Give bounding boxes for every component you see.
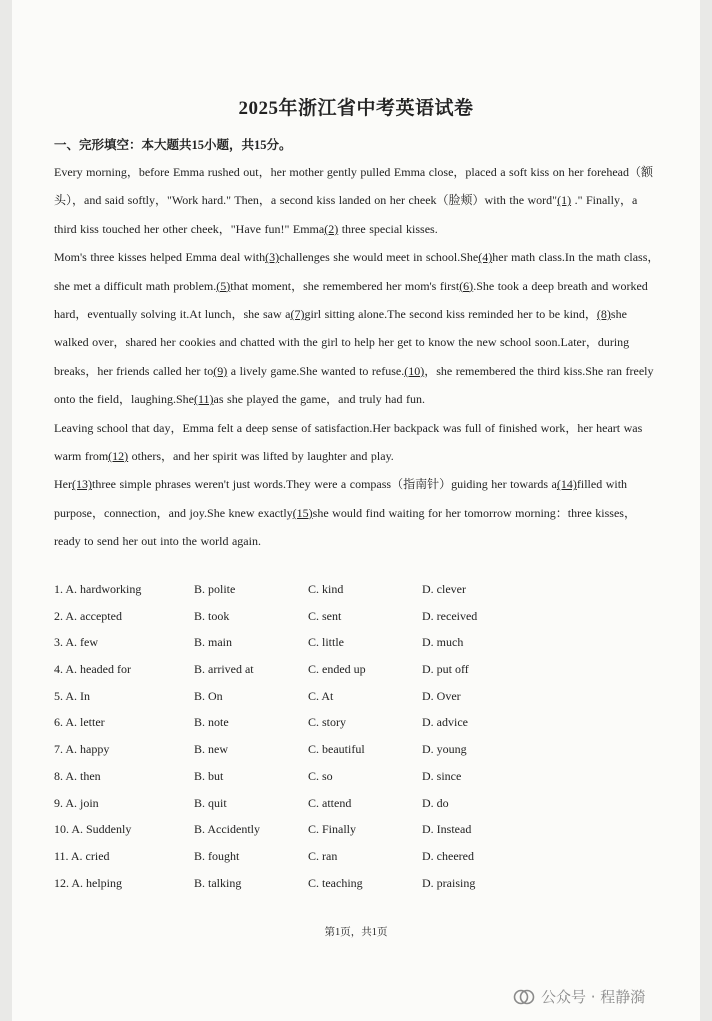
page-footer: 第1页，共1页 bbox=[324, 927, 388, 938]
question-options-row bbox=[54, 822, 660, 849]
question-options-row bbox=[54, 876, 660, 903]
blank-marker: (13) bbox=[72, 477, 92, 492]
blank-marker: (7) bbox=[290, 307, 305, 322]
option-d: D. much bbox=[422, 635, 464, 650]
passage-text: as she played the game，and truly had fun. bbox=[213, 392, 425, 407]
passage-paragraph bbox=[54, 158, 660, 243]
question-options-row bbox=[54, 742, 660, 769]
exam-page bbox=[12, 0, 700, 1021]
passage-text: Mom's three kisses helped Emma deal with bbox=[54, 250, 266, 265]
option-a: 12. A. helping bbox=[54, 875, 122, 890]
option-d: D. praising bbox=[422, 875, 476, 890]
option-d: D. cheered bbox=[422, 848, 474, 863]
section-heading: 一、完形填空：本大题共15小题，共15分。 bbox=[54, 138, 292, 152]
question-options-row bbox=[54, 769, 660, 796]
passage-text: she walked over，shared her cookies and chatted with the girl to help her get to know the new school soon.Later，during breaks，her friends called her to bbox=[54, 307, 630, 378]
blank-marker: (14) bbox=[556, 477, 577, 492]
passage-text: girl sitting alone.The second kiss reminded her to be kind， bbox=[304, 307, 597, 322]
option-a: 10. A. Suddenly bbox=[54, 822, 132, 837]
option-a: 7. A. happy bbox=[54, 742, 110, 757]
passage-text: that moment，she remembered her mom's first bbox=[230, 278, 460, 293]
option-d: D. received bbox=[422, 608, 478, 623]
option-a: 6. A. letter bbox=[54, 715, 105, 730]
option-c: C. little bbox=[308, 635, 344, 650]
passage-text: others，and her spirit was lifted by laughter and play. bbox=[128, 449, 394, 464]
option-b: B. arrived at bbox=[194, 662, 254, 677]
watermark bbox=[513, 986, 645, 1007]
question-options-row bbox=[54, 662, 660, 689]
option-b: B. but bbox=[194, 768, 224, 783]
passage-text: three simple phrases weren't just words.They were a compass（指南针）guiding her towards a bbox=[92, 477, 557, 492]
option-d: D. since bbox=[422, 768, 462, 783]
question-options-row bbox=[54, 609, 660, 636]
blank-marker: (11) bbox=[193, 392, 214, 407]
passage-text: .She took a deep breath and worked hard，eventually solving it.At lunch，she saw a bbox=[54, 278, 648, 322]
passage-text: her math class.In the math class，she met a difficult math problem. bbox=[54, 250, 660, 293]
option-d: D. clever bbox=[422, 582, 466, 596]
option-b: B. Accidently bbox=[194, 822, 260, 837]
question-options-row bbox=[54, 582, 660, 609]
option-d: D. Instead bbox=[422, 822, 472, 837]
option-c: C. At bbox=[308, 688, 334, 703]
option-c: C. ran bbox=[308, 848, 338, 863]
option-a: 4. A. headed for bbox=[54, 662, 131, 677]
question-options-row bbox=[54, 635, 660, 662]
option-d: D. do bbox=[422, 795, 449, 810]
option-c: C. Finally bbox=[308, 822, 357, 837]
option-a: 3. A. few bbox=[54, 635, 98, 650]
option-c: C. story bbox=[308, 715, 347, 730]
question-options-row bbox=[54, 796, 660, 823]
option-c: C. beautiful bbox=[308, 742, 365, 757]
wechat-official-account-icon bbox=[513, 989, 535, 1005]
option-a: 2. A. accepted bbox=[54, 608, 122, 623]
passage-text: ." Finally，a third kiss touched her other cheek，"Have fun!" Emma bbox=[54, 193, 638, 236]
blank-marker: (1) bbox=[557, 193, 572, 208]
option-c: C. kind bbox=[308, 582, 344, 596]
cloze-passage bbox=[54, 158, 660, 556]
option-b: B. new bbox=[194, 742, 228, 757]
blank-marker: (4) bbox=[478, 250, 493, 265]
blank-marker: (3) bbox=[265, 250, 280, 265]
passage-text: three special kisses. bbox=[338, 221, 438, 236]
option-b: B. fought bbox=[194, 848, 240, 863]
passage-text: filled with purpose，connection，and joy.She knew exactly bbox=[54, 477, 628, 520]
option-d: D. put off bbox=[422, 662, 469, 677]
blank-marker: (10) bbox=[404, 363, 425, 378]
question-options-row bbox=[54, 849, 660, 876]
question-options-row bbox=[54, 689, 660, 716]
page-title: 2025年浙江省中考英语试卷 bbox=[238, 98, 474, 119]
options-list bbox=[54, 582, 660, 902]
option-b: B. note bbox=[194, 715, 229, 730]
option-c: C. ended up bbox=[308, 662, 366, 677]
option-d: D. young bbox=[422, 742, 467, 757]
option-a: 1. A. hardworking bbox=[54, 582, 142, 596]
passage-paragraph bbox=[54, 243, 660, 413]
option-d: D. advice bbox=[422, 715, 468, 730]
option-c: C. teaching bbox=[308, 875, 363, 890]
option-b: B. took bbox=[194, 608, 230, 623]
option-b: B. talking bbox=[194, 875, 242, 890]
option-b: B. On bbox=[194, 688, 223, 703]
blank-marker: (2) bbox=[324, 221, 339, 236]
option-b: B. quit bbox=[194, 795, 227, 810]
passage-text: ，she remembered the third kiss.She ran freely onto the field，laughing.She bbox=[54, 363, 654, 407]
passage-text: Her bbox=[54, 477, 72, 492]
passage-text: Leaving school that day，Emma felt a deep sense of satisfaction.Her backpack was full of finished work，her heart was warm from bbox=[54, 420, 643, 464]
blank-marker: (15) bbox=[292, 505, 313, 520]
option-a: 5. A. In bbox=[54, 688, 90, 703]
option-b: B. main bbox=[194, 635, 232, 650]
blank-marker: (6) bbox=[459, 278, 474, 293]
blank-marker: (8) bbox=[596, 307, 611, 322]
passage-text: she would find waiting for her tomorrow morning：three kisses，ready to send her out into the world again. bbox=[54, 505, 636, 549]
question-options-row bbox=[54, 715, 660, 742]
blank-marker: (9) bbox=[213, 363, 228, 378]
passage-text: a lively game.She wanted to refuse. bbox=[227, 363, 405, 378]
option-a: 11. A. cried bbox=[54, 848, 110, 863]
passage-text: Every morning，before Emma rushed out，her mother gently pulled Emma close，placed a soft kiss on her forehead（额头），and said softly，"Work hard." Then，a second kiss landed on her cheek（脸颊）with the word" bbox=[54, 165, 653, 208]
option-d: D. Over bbox=[422, 688, 461, 703]
option-c: C. so bbox=[308, 768, 333, 783]
option-c: C. attend bbox=[308, 795, 352, 810]
option-a: 8. A. then bbox=[54, 768, 101, 783]
watermark-text: 公众号 · 程静漪 bbox=[541, 988, 646, 1006]
passage-text: challenges she would meet in school.She bbox=[279, 250, 479, 265]
blank-marker: (12) bbox=[108, 449, 129, 464]
passage-paragraph bbox=[54, 470, 660, 555]
option-b: B. polite bbox=[194, 582, 236, 596]
option-c: C. sent bbox=[308, 608, 342, 623]
blank-marker: (5) bbox=[216, 278, 231, 293]
passage-paragraph bbox=[54, 414, 660, 471]
option-a: 9. A. join bbox=[54, 795, 99, 810]
